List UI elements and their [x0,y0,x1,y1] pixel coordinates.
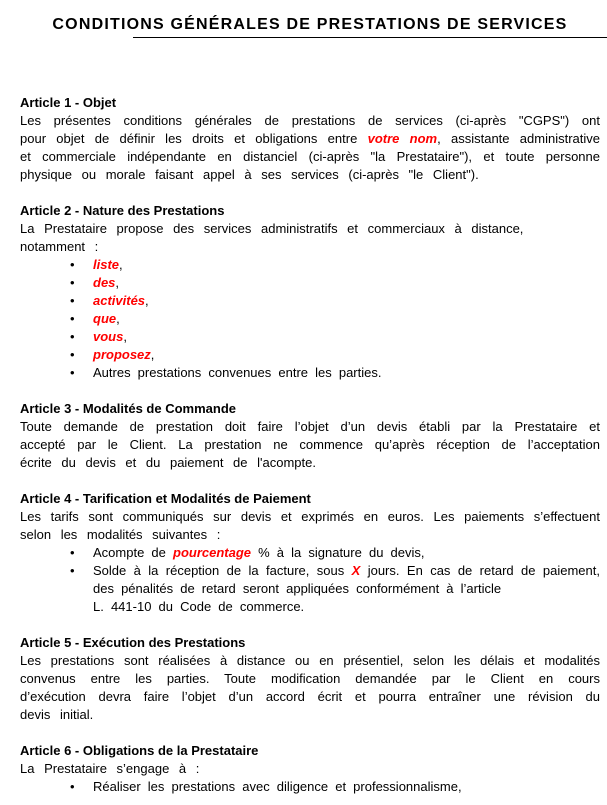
article-3-paragraph [20,418,600,472]
text-run: L. 441-10 du Code de commerce. [93,599,305,614]
services-bullet-list [20,256,600,382]
placeholder-text: activités [93,293,146,308]
text-run: jours. En cas de retard de paiement, des pénalités de retard seront appliquées conformément à l’article [93,563,600,596]
text-run: Les tarifs sont communiqués sur devis et exprimés en euros. Les paiements s’effectuent selon les modalités suivantes : [20,509,600,542]
section-article-6 [20,742,600,796]
text-run: , [150,347,155,362]
document-title: CONDITIONS GÉNÉRALES DE PRESTATIONS DE SERVICES [52,16,568,33]
article-6-heading: Article 6 - Obligations de la Prestataire [20,743,259,758]
text-run: , [115,275,120,290]
text-run: , assistante administrative et commerciale indépendante en distanciel (ci-après "la Prestataire"), et toute personne physique ou morale faisant appel à ses services (ci-après "le Client"). [20,131,600,182]
text-run: Les prestations sont réalisées à distance ou en présentiel, selon les délais et modalités convenus entre les parties. Toute modification demandée par le Client en cours d’exécution devra faire l’objet d’un accord écrit et pourra entraîner une révision du devis initial. [20,653,600,722]
article-2-paragraph [20,220,600,256]
text-run: Solde à la réception de la facture, sous [93,563,352,578]
bullet-item [20,778,600,796]
article-5-heading: Article 5 - Exécution des Prestations [20,635,246,650]
text-run: Toute demande de prestation doit faire l’objet d’un devis établi par la Prestataire et accepté par le Client. La prestation ne commence qu’après réception de l’acceptation écrite du devis et du paiement de l'acompte. [20,419,600,470]
bullet-item [20,256,600,274]
placeholder-text: liste [93,257,120,272]
text-run: Acompte de [93,545,173,560]
text-run: , [145,293,149,308]
bullet-item [20,274,600,292]
bullet-item [20,346,600,364]
article-6-paragraph [20,760,600,778]
bullet-item [20,328,600,346]
article-1-paragraph [20,112,600,184]
text-run: Autres prestations convenues entre les parties. [93,365,382,380]
section-article-1 [20,94,600,184]
bullet-item [20,544,600,562]
section-article-4 [20,490,600,616]
placeholder-text: proposez [93,347,151,362]
text-run: La Prestataire propose des services administratifs et commerciaux à distance, [20,221,524,236]
bullet-item [20,562,600,616]
placeholder-text: pourcentage [173,545,252,560]
placeholder-text: X [351,563,361,578]
article-5-paragraph [20,652,600,724]
document-header [20,14,600,36]
obligations-bullet-list [20,778,600,796]
article-4-paragraph [20,508,600,544]
article-3-heading: Article 3 - Modalités de Commande [20,401,236,416]
text-run: , [119,257,123,272]
placeholder-text: votre nom [367,131,438,146]
bullet-item [20,292,600,310]
text-run: , [123,329,127,344]
placeholder-text: des [93,275,116,290]
document-body [20,94,600,796]
text-run: Réaliser les prestations avec diligence et professionnalisme, [93,779,462,794]
text-run: notamment : [20,239,99,254]
text-run: , [116,311,120,326]
section-article-2 [20,202,600,382]
text-run: % à la signature du devis, [251,545,425,560]
placeholder-text: que [93,311,117,326]
article-2-heading: Article 2 - Nature des Prestations [20,203,225,218]
text-run: La Prestataire s’engage à : [20,761,200,776]
bullet-item [20,364,600,382]
bullet-item [20,310,600,328]
section-article-3 [20,400,600,472]
article-4-heading: Article 4 - Tarification et Modalités de Paiement [20,491,311,506]
placeholder-text: vous [93,329,124,344]
payment-bullet-list [20,544,600,616]
section-article-5 [20,634,600,724]
article-1-heading: Article 1 - Objet [20,95,117,110]
text-run: Les présentes conditions générales de prestations de services (ci-après "CGPS") ont pour objet de définir les droits et obligations entre [20,113,600,146]
title-underline [133,37,607,38]
